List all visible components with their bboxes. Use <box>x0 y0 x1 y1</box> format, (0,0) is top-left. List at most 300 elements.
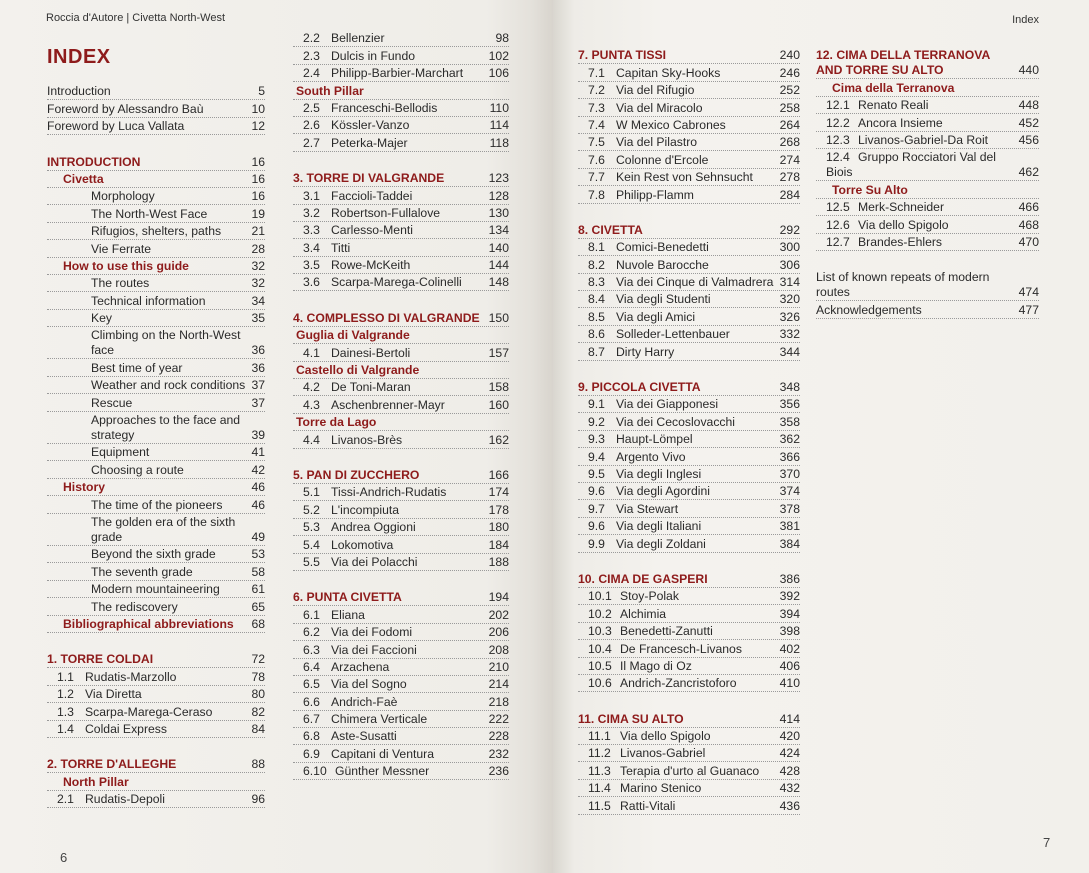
chapter-heading <box>47 651 265 668</box>
route-number: 5.3 <box>303 520 320 535</box>
page-ref: 188 <box>488 554 509 569</box>
entry-title: Technical information <box>91 293 206 308</box>
route-number: 10.6 <box>588 676 612 691</box>
topic-entry <box>47 327 265 359</box>
route-name: Via Stewart <box>616 501 679 516</box>
route-entry <box>578 291 800 308</box>
entry-title: 9. PICCOLA CIVETTA <box>578 380 701 395</box>
route-number: 11.3 <box>588 763 611 778</box>
route-name: Livanos-Brès <box>331 432 403 447</box>
page-ref: 130 <box>488 205 509 220</box>
route-number: 12.3 <box>826 132 850 147</box>
route-name: Via dei Faccioni <box>331 642 417 657</box>
topic-entry <box>47 223 265 240</box>
route-number: 7.4 <box>588 117 605 132</box>
page-ref: 82 <box>251 704 265 719</box>
route-label <box>578 432 693 447</box>
entry-title: 12. CIMA DELLA TERRANOVA AND TORRE SU ALTO <box>816 48 990 78</box>
section-gap <box>578 692 800 710</box>
page-ref: 12 <box>251 119 265 134</box>
route-number: 10.3 <box>588 624 612 639</box>
header-separator: | <box>123 12 133 24</box>
page-ref: 10 <box>251 101 265 116</box>
route-label <box>293 660 389 675</box>
route-number: 2.6 <box>303 118 320 133</box>
page-ref: 184 <box>488 537 509 552</box>
topic-entry <box>47 581 265 598</box>
route-entry <box>578 780 800 797</box>
chapter-heading <box>293 170 509 187</box>
page-ref: 332 <box>779 327 800 342</box>
route-label <box>578 153 708 168</box>
topic-entry <box>47 394 265 411</box>
route-number: 4.1 <box>303 345 320 360</box>
entry-title: The rediscovery <box>91 599 178 614</box>
route-number: 10.4 <box>588 641 612 656</box>
entry-title: Best time of year <box>91 360 183 375</box>
page-ref: 68 <box>251 616 265 631</box>
route-entry <box>47 703 265 720</box>
route-name: Günther Messner <box>335 764 430 779</box>
route-name: Dulcis in Fundo <box>331 48 415 63</box>
route-label <box>578 676 737 691</box>
route-label <box>578 519 701 534</box>
route-number: 3.4 <box>303 240 320 255</box>
page-ref: 384 <box>779 536 800 551</box>
route-label <box>578 118 726 133</box>
route-entry <box>293 641 509 658</box>
page-ref: 162 <box>488 432 509 447</box>
index-entry <box>47 83 265 100</box>
route-label <box>293 643 417 658</box>
page-ref: 274 <box>779 152 800 167</box>
route-name: Arzachena <box>331 659 390 674</box>
route-label <box>578 310 695 325</box>
route-entry <box>293 745 509 762</box>
index-entry <box>816 301 1039 318</box>
route-entry <box>293 693 509 710</box>
route-number: 11.4 <box>588 781 611 796</box>
route-name: Via dei Fodomi <box>331 625 413 640</box>
route-name: Via degli Italiani <box>616 519 702 534</box>
section-gap <box>816 251 1039 269</box>
route-entry <box>578 256 800 273</box>
route-label <box>293 712 427 727</box>
entry-title: The North-West Face <box>91 206 208 221</box>
route-label <box>47 792 165 807</box>
route-name: Haupt-Lömpel <box>616 432 693 447</box>
topic-entry <box>47 292 265 309</box>
page-ref: 228 <box>488 729 509 744</box>
route-name: Kein Rest von Sehnsucht <box>616 170 753 185</box>
route-entry <box>578 640 800 657</box>
route-entry <box>578 82 800 99</box>
route-number: 9.7 <box>588 501 605 516</box>
entry-title: Rifugios, shelters, paths <box>91 224 222 239</box>
route-label <box>293 555 418 570</box>
route-label <box>578 659 692 674</box>
entry-title: 3. TORRE DI VALGRANDE <box>293 171 445 186</box>
entry-title: Key <box>91 311 113 326</box>
chapter-heading <box>47 756 265 773</box>
route-name: Via del Sogno <box>331 677 407 692</box>
page-ref: 292 <box>779 222 800 237</box>
route-entry <box>293 205 509 222</box>
route-entry <box>578 117 800 134</box>
route-label <box>578 292 711 307</box>
page-ref: 174 <box>488 485 509 500</box>
entry-title: Climbing on the North-West face <box>91 328 241 358</box>
page-ref: 264 <box>779 117 800 132</box>
route-entry <box>47 721 265 738</box>
page-ref: 5 <box>258 84 265 99</box>
route-entry <box>293 711 509 728</box>
route-name: Capitani di Ventura <box>331 746 434 761</box>
chapter-heading <box>578 571 800 588</box>
route-entry <box>578 500 800 517</box>
page-ref: 16 <box>251 189 265 204</box>
route-label <box>293 258 410 273</box>
route-number: 6.8 <box>303 729 320 744</box>
page-ref: 218 <box>488 694 509 709</box>
route-entry <box>47 791 265 808</box>
topic-entry <box>47 496 265 513</box>
page-ref: 19 <box>251 206 265 221</box>
page-ref: 268 <box>779 135 800 150</box>
route-entry <box>578 535 800 552</box>
entry-title: Guglia di Valgrande <box>296 328 410 343</box>
subsection-heading <box>816 181 1039 198</box>
route-number: 12.5 <box>826 200 850 215</box>
route-label <box>293 503 399 518</box>
entry-title: 10. CIMA DE GASPERI <box>578 571 708 586</box>
page-ref: 144 <box>488 258 509 273</box>
page-ref: 32 <box>251 276 265 291</box>
route-name: Philipp-Flamm <box>616 187 694 202</box>
route-number: 3.3 <box>303 223 320 238</box>
page-ref: 306 <box>779 257 800 272</box>
route-entry <box>293 257 509 274</box>
page-ref: 110 <box>489 100 509 115</box>
page-ref: 362 <box>779 432 800 447</box>
route-number: 12.4 <box>826 150 850 165</box>
page-ref: 34 <box>251 293 265 308</box>
chapter-heading <box>578 222 800 239</box>
route-number: 4.2 <box>303 380 320 395</box>
page-ref: 41 <box>251 445 265 460</box>
entry-title: Rescue <box>91 395 133 410</box>
route-number: 10.5 <box>588 658 612 673</box>
route-entry <box>816 132 1039 149</box>
page-ref: 356 <box>779 397 800 412</box>
route-label <box>293 677 407 692</box>
topic-entry <box>47 205 265 222</box>
route-entry <box>816 149 1039 181</box>
route-label <box>578 624 713 639</box>
route-name: Brandes-Ehlers <box>858 234 942 249</box>
route-name: Franceschi-Bellodis <box>331 100 438 115</box>
chapter-heading <box>578 710 800 727</box>
route-name: Comici-Benedetti <box>616 240 709 255</box>
subsection-heading <box>293 414 509 431</box>
index-entry <box>47 118 265 135</box>
route-number: 6.3 <box>303 642 320 657</box>
route-name: Andrich-Zancristoforo <box>620 676 737 691</box>
route-label <box>578 467 701 482</box>
entry-title: Vie Ferrate <box>91 241 152 256</box>
route-number: 1.3 <box>57 704 74 719</box>
route-number: 6.1 <box>303 607 320 622</box>
section-gap <box>578 553 800 571</box>
page-ref: 102 <box>488 48 509 63</box>
page-ref: 374 <box>779 484 800 499</box>
route-label <box>816 218 949 233</box>
route-number: 6.4 <box>303 659 320 674</box>
route-number: 2.4 <box>303 66 320 81</box>
page-ref: 134 <box>488 223 509 238</box>
route-label <box>578 327 730 342</box>
route-label <box>293 433 402 448</box>
page-ref: 258 <box>779 100 800 115</box>
route-number: 9.3 <box>588 432 605 447</box>
route-label <box>578 781 701 796</box>
route-label <box>578 275 773 290</box>
route-entry <box>578 797 800 814</box>
page-ref: 180 <box>488 520 509 535</box>
route-label <box>47 687 142 702</box>
running-header-right: Index <box>1012 14 1039 26</box>
route-name: Via degli Inglesi <box>616 466 702 481</box>
route-name: Il Mago di Oz <box>620 658 692 673</box>
route-name: Via degli Amici <box>616 309 696 324</box>
page-ref: 114 <box>489 118 509 133</box>
page-ref: 157 <box>488 345 509 360</box>
page-ref: 406 <box>779 658 800 673</box>
route-label <box>47 705 212 720</box>
page-ref: 214 <box>488 677 509 692</box>
route-entry <box>293 501 509 518</box>
page-ref: 106 <box>488 66 509 81</box>
entry-title: How to use this guide <box>63 258 189 273</box>
section-gap <box>578 204 800 222</box>
route-label <box>578 66 720 81</box>
page-ref: 98 <box>495 31 509 46</box>
page-ref: 140 <box>488 240 509 255</box>
route-number: 9.4 <box>588 449 605 464</box>
topic-entry <box>47 514 265 546</box>
route-label <box>293 49 415 64</box>
page-ref: 210 <box>488 659 509 674</box>
entry-title: Choosing a route <box>91 462 184 477</box>
subsection-heading <box>47 258 265 275</box>
page-ref: 344 <box>779 344 800 359</box>
page-ref: 392 <box>779 589 800 604</box>
route-entry <box>578 483 800 500</box>
route-number: 3.6 <box>303 275 320 290</box>
route-name: Nuvole Barocche <box>616 257 709 272</box>
route-label <box>578 537 706 552</box>
header-book-title: Roccia d'Autore <box>46 12 124 24</box>
subsection-heading <box>47 616 265 633</box>
route-name: Bellenzier <box>331 31 385 46</box>
route-label <box>816 200 944 215</box>
route-entry <box>578 728 800 745</box>
route-name: Alchimia <box>620 606 667 621</box>
route-name: Andrea Oggioni <box>331 520 416 535</box>
route-number: 7.5 <box>588 135 605 150</box>
entry-title: Morphology <box>91 189 155 204</box>
route-label <box>293 608 365 623</box>
route-label <box>578 729 711 744</box>
route-entry <box>293 728 509 745</box>
page-ref: 21 <box>251 224 265 239</box>
route-number: 8.2 <box>588 257 605 272</box>
route-number: 6.7 <box>303 712 320 727</box>
route-entry <box>293 222 509 239</box>
route-number: 7.8 <box>588 187 605 202</box>
route-number: 11.2 <box>588 746 611 761</box>
route-entry <box>578 623 800 640</box>
route-name: Argento Vivo <box>616 449 686 464</box>
page-ref: 366 <box>779 449 800 464</box>
page-ref: 320 <box>779 292 800 307</box>
page-ref: 160 <box>488 397 509 412</box>
page-ref: 80 <box>251 687 265 702</box>
route-label <box>293 101 437 116</box>
topic-entry <box>47 377 265 394</box>
entry-title: Modern mountaineering <box>91 582 220 597</box>
page-ref: 78 <box>251 669 265 684</box>
route-number: 6.2 <box>303 625 320 640</box>
route-entry <box>293 396 509 413</box>
page-ref: 314 <box>779 275 800 290</box>
page-ref: 414 <box>779 711 800 726</box>
route-label <box>578 345 674 360</box>
entry-title: History <box>63 480 105 495</box>
entry-title: List of known repeats of modern routes <box>816 270 990 300</box>
route-number: 5.2 <box>303 502 320 517</box>
route-label <box>578 502 678 517</box>
route-name: Tissi-Andrich-Rudatis <box>331 485 447 500</box>
route-number: 2.3 <box>303 48 320 63</box>
section-gap <box>47 135 265 153</box>
route-number: 11.5 <box>588 798 611 813</box>
page-ref: 194 <box>488 590 509 605</box>
route-entry <box>578 326 800 343</box>
route-label <box>293 118 409 133</box>
page-ref: 477 <box>1018 302 1039 317</box>
page-ref: 232 <box>488 746 509 761</box>
page-ref: 252 <box>779 83 800 98</box>
route-number: 1.4 <box>57 721 74 736</box>
route-number: 5.4 <box>303 537 320 552</box>
page-ref: 61 <box>251 582 265 597</box>
route-name: Rudatis-Marzollo <box>85 669 177 684</box>
page-ref: 202 <box>488 607 509 622</box>
route-label <box>293 223 413 238</box>
route-name: Livanos-Gabriel <box>620 746 706 761</box>
page-ref: 208 <box>488 642 509 657</box>
section-gap <box>47 738 265 756</box>
page-ref: 16 <box>251 171 265 186</box>
chapter-heading <box>816 47 1039 79</box>
route-label <box>47 722 167 737</box>
route-entry <box>293 47 509 64</box>
chapter-heading <box>293 309 509 326</box>
section-gap <box>47 633 265 651</box>
page-ref: 386 <box>779 571 800 586</box>
entry-title: Cima della Terranova <box>832 80 955 95</box>
page-ref: 36 <box>251 360 265 375</box>
route-label <box>578 642 742 657</box>
route-number: 5.1 <box>303 485 320 500</box>
route-name: Ancora Insieme <box>858 115 943 130</box>
route-name: Rowe-McKeith <box>331 258 411 273</box>
page-ref: 284 <box>779 187 800 202</box>
route-number: 11.1 <box>588 729 611 744</box>
route-name: Coldai Express <box>85 721 167 736</box>
topic-entry <box>47 563 265 580</box>
page-ref: 456 <box>1018 132 1039 147</box>
route-name: Renato Reali <box>858 98 929 113</box>
subsection-heading <box>293 82 509 99</box>
page-ref: 32 <box>251 258 265 273</box>
route-entry <box>293 519 509 536</box>
route-label <box>293 729 397 744</box>
route-name: Colonne d'Ercole <box>616 152 709 167</box>
route-name: Terapia d'urto al Guanaco <box>620 763 760 778</box>
route-label <box>578 746 705 761</box>
route-entry <box>578 134 800 151</box>
page-ref: 378 <box>779 501 800 516</box>
section-gap <box>293 571 509 589</box>
subsection-heading <box>293 362 509 379</box>
page-ref: 470 <box>1018 234 1039 249</box>
page-ref: 300 <box>779 240 800 255</box>
route-number: 3.5 <box>303 258 320 273</box>
route-entry <box>293 431 509 448</box>
page-ref: 466 <box>1018 200 1039 215</box>
route-name: Dirty Harry <box>616 344 675 359</box>
subsection-heading <box>47 479 265 496</box>
entry-title: Civetta <box>63 171 104 186</box>
route-entry <box>578 396 800 413</box>
chapter-heading <box>47 153 265 170</box>
route-entry <box>293 100 509 117</box>
page-ref: 37 <box>251 395 265 410</box>
route-entry <box>578 274 800 291</box>
page-ref: 436 <box>779 798 800 813</box>
route-label <box>578 589 679 604</box>
page-ref: 36 <box>251 343 265 358</box>
route-label <box>293 625 412 640</box>
route-entry <box>293 554 509 571</box>
index-column-1 <box>47 46 265 808</box>
page-ref: 358 <box>779 414 800 429</box>
entry-title: 4. COMPLESSO DI VALGRANDE <box>293 310 480 325</box>
route-name: Stoy-Polak <box>620 589 679 604</box>
page-ref: 246 <box>779 65 800 80</box>
page-ref: 96 <box>251 792 265 807</box>
route-number: 2.2 <box>303 31 320 46</box>
page-ref: 28 <box>251 241 265 256</box>
index-column-4 <box>816 47 1039 319</box>
index-entry <box>816 269 1039 301</box>
route-entry <box>293 239 509 256</box>
entry-title: 2. TORRE D'ALLEGHE <box>47 757 177 772</box>
route-number: 12.2 <box>826 115 850 130</box>
route-name: Via degli Zoldani <box>616 536 706 551</box>
